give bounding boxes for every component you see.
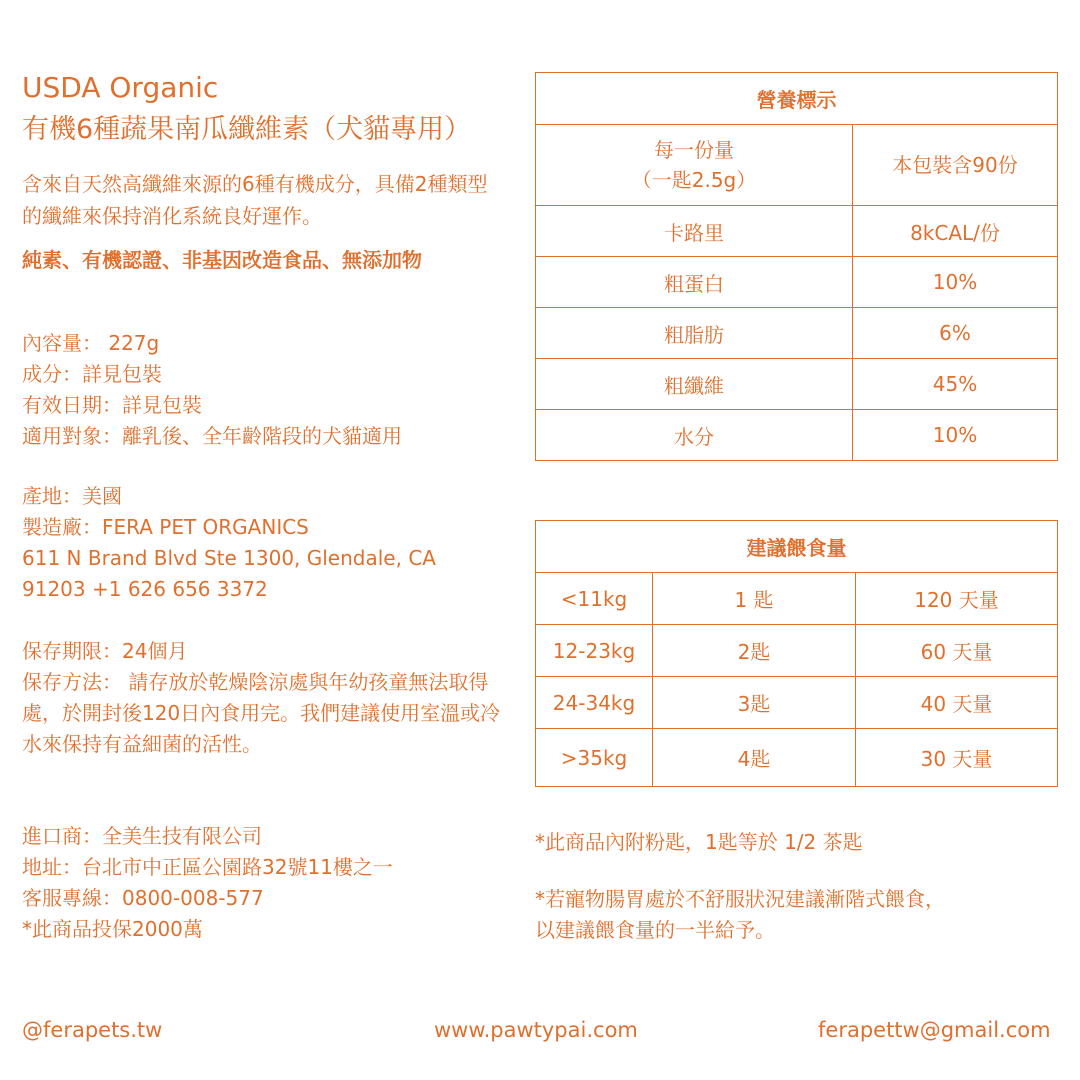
nutrient-label: 粗蛋白: [536, 257, 853, 308]
ingredients: 成分：詳見包裝: [22, 362, 162, 386]
importer-address: 地址：台北市中正區公園路32號11樓之一: [22, 855, 393, 879]
stomach-note-line1: *若寵物腸胃處於不舒服狀況建議漸階式餵食，: [535, 887, 945, 911]
origin-info: [22, 481, 512, 605]
nutrient-label: 卡路里: [536, 206, 853, 257]
days-supply: 40 天量: [856, 677, 1058, 729]
table-row: [536, 410, 1058, 461]
product-info: [22, 328, 512, 452]
table-row: [536, 625, 1058, 677]
storage-method: 保存方法： 請存放於乾燥陰涼處與年幼孩童無法取得處，於開封後120日內食用完。我們建議使用室溫或冷水來保持有益細菌的活性。: [22, 670, 501, 756]
table-row: [536, 729, 1058, 787]
pet-weight: 24-34kg: [536, 677, 653, 729]
shelf-life: 保存期限：24個月: [22, 639, 188, 663]
origin-country: 產地：美國: [22, 484, 122, 508]
product-highlights: 純素、有機認證、非基因改造食品、無添加物: [22, 248, 422, 272]
table-row: [536, 257, 1058, 308]
nutrition-table-title: 營養標示: [536, 73, 1058, 125]
customer-service-phone: 客服專線：0800-008-577: [22, 886, 264, 910]
nutrient-label: 粗纖維: [536, 359, 853, 410]
table-row: [536, 308, 1058, 359]
stomach-note-line2: 以建議餵食量的一半給予。: [535, 918, 775, 942]
title-english: USDA Organic: [22, 71, 219, 104]
serving-size: [536, 125, 853, 206]
instagram-handle[interactable]: @ferapets.tw: [22, 1018, 163, 1042]
table-row: [536, 573, 1058, 625]
table-row: [536, 677, 1058, 729]
nutrient-value: 10%: [853, 410, 1058, 461]
product-description: 含來自天然高纖維來源的6種有機成分，具備2種類型的纖維來保持消化系統良好運作。: [22, 172, 488, 228]
scoop-amount: 4匙: [653, 729, 856, 787]
serving-size-amount: （一匙2.5g）: [631, 168, 757, 192]
nutrient-value: 45%: [853, 359, 1058, 410]
importer-info: [22, 821, 512, 945]
manufacturer-address-line1: 611 N Brand Blvd Ste 1300, Glendale, CA: [22, 546, 436, 570]
scoop-amount: 2匙: [653, 625, 856, 677]
feeding-table: [535, 520, 1058, 787]
nutrient-value: 8kCAL/份: [853, 206, 1058, 257]
scoop-note: *此商品內附粉匙，1匙等於 1/2 茶匙: [535, 830, 863, 854]
pet-weight: <11kg: [536, 573, 653, 625]
insurance-note: *此商品投保2000萬: [22, 917, 203, 941]
pet-weight: >35kg: [536, 729, 653, 787]
pet-weight: 12-23kg: [536, 625, 653, 677]
nutrient-value: 6%: [853, 308, 1058, 359]
manufacturer-address-line2: 91203 +1 626 656 3372: [22, 577, 268, 601]
email-link[interactable]: ferapettw@gmail.com: [818, 1018, 1051, 1042]
nutrient-label: 水分: [536, 410, 853, 461]
expiry-date: 有效日期：詳見包裝: [22, 393, 202, 417]
feeding-table-title: 建議餵食量: [536, 521, 1058, 573]
days-supply: 30 天量: [856, 729, 1058, 787]
table-row: [536, 359, 1058, 410]
website-link[interactable]: www.pawtypai.com: [434, 1018, 638, 1042]
storage-info: [22, 636, 512, 760]
servings-per-pack: 本包裝含90份: [853, 125, 1058, 206]
target-audience: 適用對象：離乳後、全年齡階段的犬貓適用: [22, 424, 402, 448]
nutrition-table: [535, 72, 1058, 461]
serving-size-label: 每一份量: [654, 138, 734, 162]
scoop-amount: 3匙: [653, 677, 856, 729]
table-row: [536, 206, 1058, 257]
content-amount: 內容量： 227g: [22, 331, 160, 355]
title-chinese: 有機6種蔬果南瓜纖維素（犬貓專用）: [22, 114, 472, 145]
nutrient-value: 10%: [853, 257, 1058, 308]
manufacturer: 製造廠：FERA PET ORGANICS: [22, 515, 309, 539]
importer-name: 進口商：全美生技有限公司: [22, 824, 262, 848]
scoop-amount: 1 匙: [653, 573, 856, 625]
days-supply: 60 天量: [856, 625, 1058, 677]
days-supply: 120 天量: [856, 573, 1058, 625]
nutrient-label: 粗脂肪: [536, 308, 853, 359]
stomach-note: [535, 884, 945, 946]
